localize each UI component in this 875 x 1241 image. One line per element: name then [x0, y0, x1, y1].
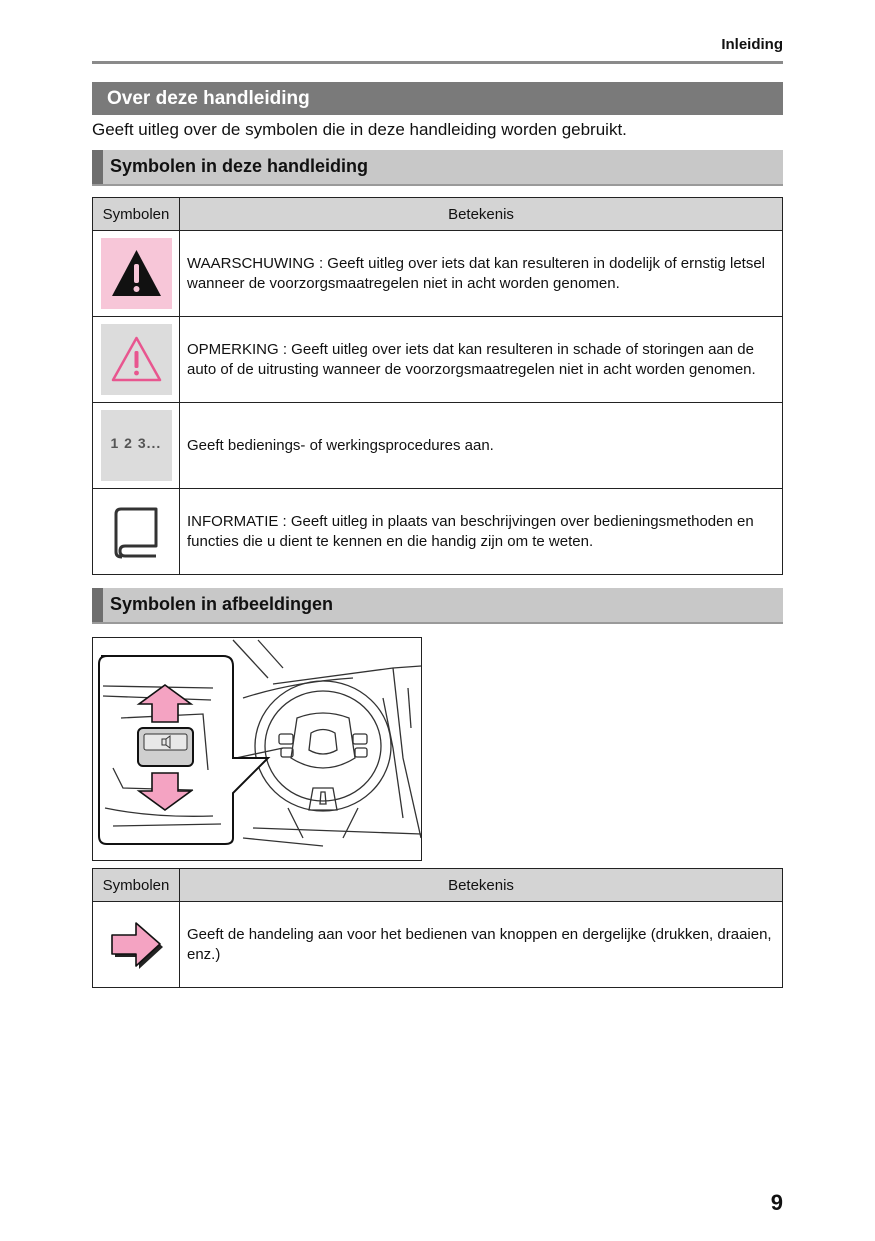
pink-arrow-icon [101, 909, 172, 980]
meaning-cell: Geeft de handeling aan voor het bedienen van knoppen en dergelijke (drukken, draaien, enz.) [180, 902, 783, 988]
table-row [93, 489, 783, 575]
manual-symbols-table [92, 197, 783, 575]
meaning-cell: OPMERKING : Geeft uitleg over iets dat kan resulteren in schade of storingen aan de auto of de uitrusting wanneer de voorzorgsmaatregelen niet in acht worden genomen. [180, 317, 783, 403]
table-row [93, 231, 783, 317]
symbol-cell [93, 489, 180, 575]
table-row [93, 902, 783, 988]
steps-icon [101, 410, 172, 481]
table-row [93, 317, 783, 403]
section-intro: Geeft uitleg over de symbolen die in deze handleiding worden gebruikt. [92, 120, 627, 139]
col-header-symbols: Symbolen [93, 869, 180, 902]
col-header-meaning: Betekenis [180, 198, 783, 231]
caution-triangle-icon [101, 324, 172, 395]
subheading-illustration-symbols: Symbolen in afbeeldingen [92, 588, 783, 624]
symbol-cell [93, 317, 180, 403]
subheading-manual-symbols: Symbolen in deze handleiding [92, 150, 783, 186]
table-header-row [93, 198, 783, 231]
warning-triangle-icon [101, 238, 172, 309]
header-rule [92, 61, 783, 64]
meaning-cell: Geeft bedienings- of werkingsprocedures aan. [180, 403, 783, 489]
table-row [93, 403, 783, 489]
col-header-meaning: Betekenis [180, 869, 783, 902]
illustration-symbols-table [92, 868, 783, 988]
book-icon [101, 496, 172, 567]
table-header-row [93, 869, 783, 902]
meaning-cell: INFORMATIE : Geeft uitleg in plaats van beschrijvingen over bedieningsmethoden en functies die u dient te kennen en die handig zijn om te weten. [180, 489, 783, 575]
steering-wheel-illustration [92, 637, 422, 861]
symbol-cell [93, 902, 180, 988]
symbol-cell [93, 231, 180, 317]
symbol-cell [93, 403, 180, 489]
page-number: 9 [770, 1190, 783, 1215]
meaning-cell: WAARSCHUWING : Geeft uitleg over iets dat kan resulteren in dodelijk of ernstig letsel wanneer de voorzorgsmaatregelen niet in acht worden genomen. [180, 231, 783, 317]
steps-icon-label: 1 2 3... [110, 435, 162, 451]
col-header-symbols: Symbolen [93, 198, 180, 231]
chapter-title: Inleiding [721, 36, 783, 53]
section-title: Over deze handleiding [92, 82, 783, 115]
